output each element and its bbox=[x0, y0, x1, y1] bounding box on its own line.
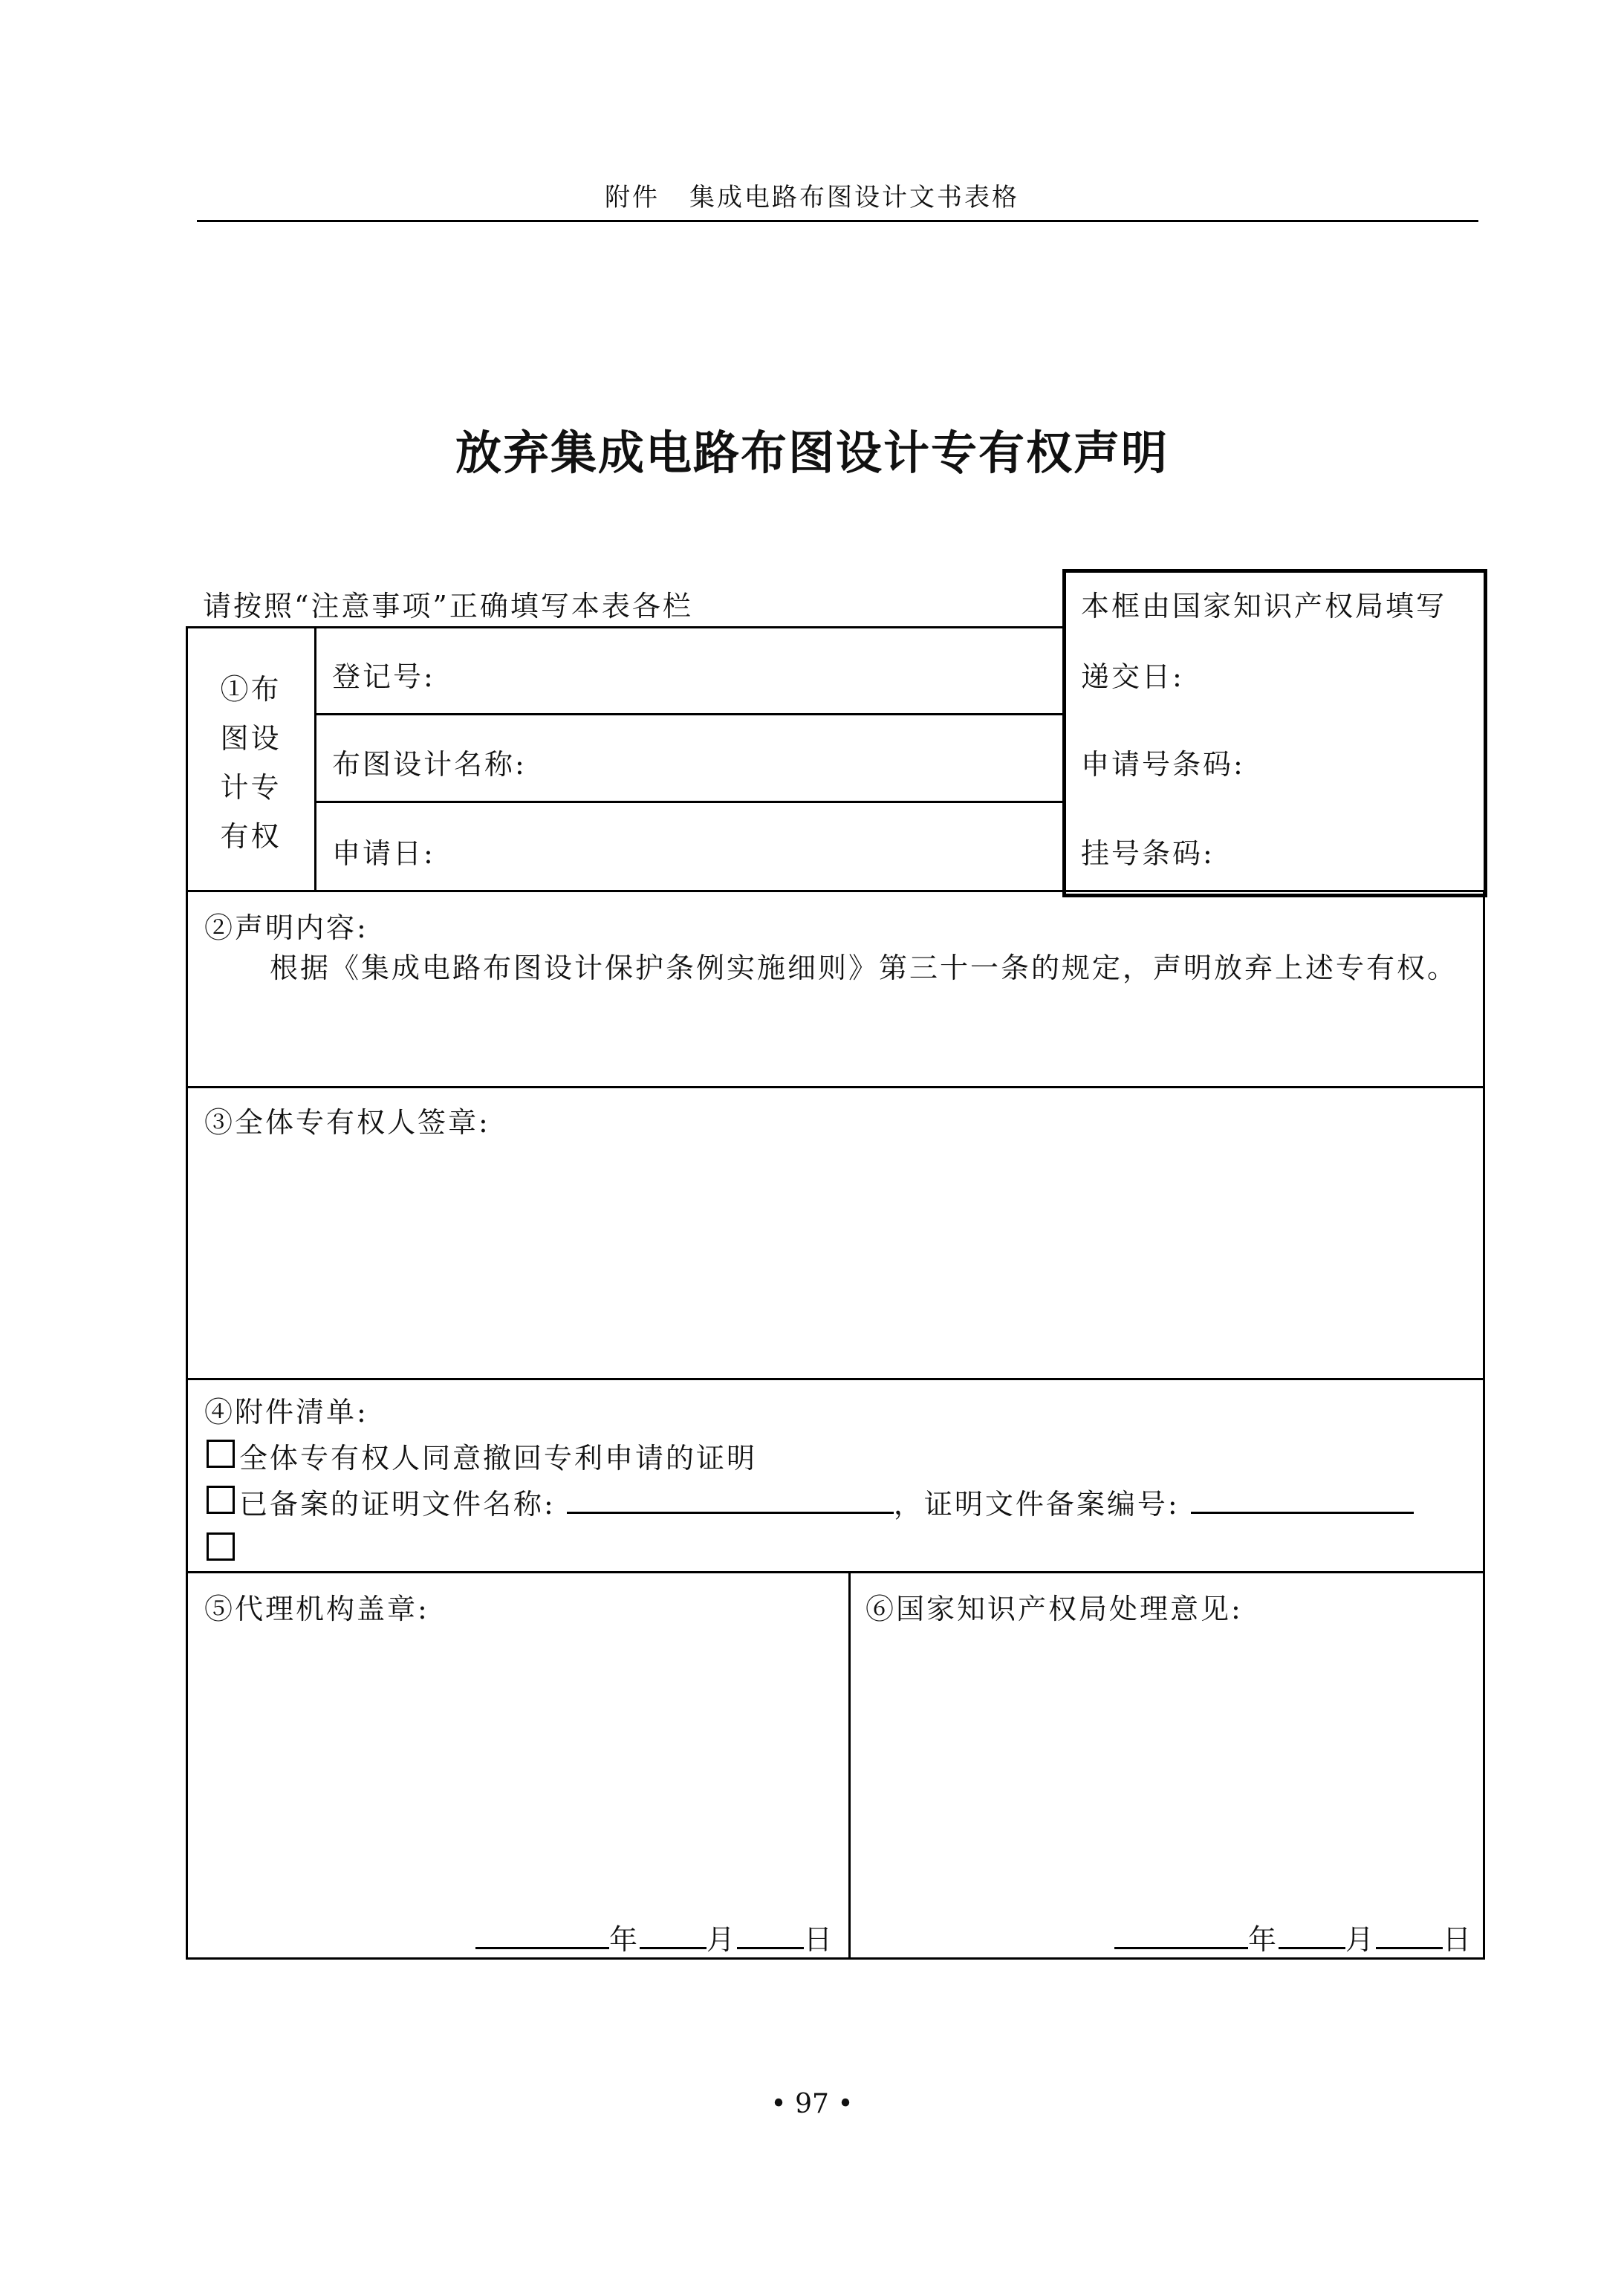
header-title: 集成电路布图设计文书表格 bbox=[689, 183, 1019, 212]
section1-label: ①布 图设 计专 有权 bbox=[220, 673, 282, 853]
section5-label: ⑤代理机构盖章: bbox=[204, 1593, 429, 1625]
section2-bottom-border bbox=[186, 1086, 1485, 1088]
agency-year-blank[interactable] bbox=[475, 1919, 609, 1949]
signature-area[interactable] bbox=[188, 1144, 1483, 1374]
section2-label: ②声明内容: bbox=[204, 911, 368, 944]
table-right-border bbox=[1483, 890, 1485, 1960]
office-box-heading: 本框由国家知识产权局填写 bbox=[1081, 590, 1447, 622]
agency-month-blank[interactable] bbox=[640, 1919, 707, 1949]
header-label: 附件 bbox=[605, 183, 660, 212]
attachment-checkbox-2[interactable] bbox=[207, 1486, 235, 1514]
header-rule bbox=[197, 220, 1478, 222]
certificate-number-blank[interactable] bbox=[1191, 1483, 1414, 1514]
section5-6-divider bbox=[848, 1571, 851, 1960]
section1-row-divider-2 bbox=[314, 801, 1064, 803]
agency-seal-date: 年 月 日 bbox=[475, 1917, 834, 1957]
page-number: • 97 • bbox=[770, 2089, 854, 2119]
agency-day-blank[interactable] bbox=[737, 1919, 804, 1949]
office-month-blank[interactable] bbox=[1279, 1919, 1345, 1949]
certificate-name-blank[interactable] bbox=[567, 1483, 894, 1514]
form-title: 放弃集成电路布图设计专有权声明 bbox=[455, 426, 1169, 480]
section4-bottom-border bbox=[186, 1571, 1485, 1573]
application-date-field[interactable]: 申请日: bbox=[332, 837, 435, 870]
office-day-blank[interactable] bbox=[1376, 1919, 1443, 1949]
section3-bottom-border bbox=[186, 1378, 1485, 1380]
registered-mail-barcode-label: 挂号条码: bbox=[1081, 837, 1215, 870]
attachment-item-2: 已备案的证明文件名称: ，证明文件备案编号: bbox=[239, 1481, 1414, 1522]
application-barcode-label: 申请号条码: bbox=[1081, 748, 1245, 781]
office-opinion-date: 年 月 日 bbox=[1114, 1917, 1473, 1957]
attachment-item-1: 全体专有权人同意撤回专利申请的证明 bbox=[239, 1442, 758, 1475]
attachment-checkbox-3[interactable] bbox=[207, 1532, 235, 1561]
design-name-field[interactable]: 布图设计名称: bbox=[332, 748, 527, 781]
section1-row-divider-1 bbox=[314, 713, 1064, 715]
table-bottom-border bbox=[186, 1957, 1485, 1960]
running-header bbox=[0, 177, 1624, 213]
office-year-blank[interactable] bbox=[1114, 1919, 1248, 1949]
registration-number-field[interactable]: 登记号: bbox=[332, 660, 435, 693]
section6-label: ⑥国家知识产权局处理意见: bbox=[865, 1593, 1243, 1625]
attachment-checkbox-1[interactable] bbox=[207, 1440, 235, 1468]
section4-label: ④附件清单: bbox=[204, 1396, 368, 1428]
submit-date-label: 递交日: bbox=[1081, 660, 1184, 693]
table-top-border bbox=[186, 626, 1064, 628]
declaration-text: 根据《集成电路布图设计保护条例实施细则》第三十一条的规定，声明放弃上述专有权。 bbox=[270, 952, 1458, 984]
instruction-text: 请按照“注意事项”正确填写本表各栏 bbox=[203, 590, 693, 622]
section3-label: ③全体专有权人签章: bbox=[204, 1106, 490, 1139]
